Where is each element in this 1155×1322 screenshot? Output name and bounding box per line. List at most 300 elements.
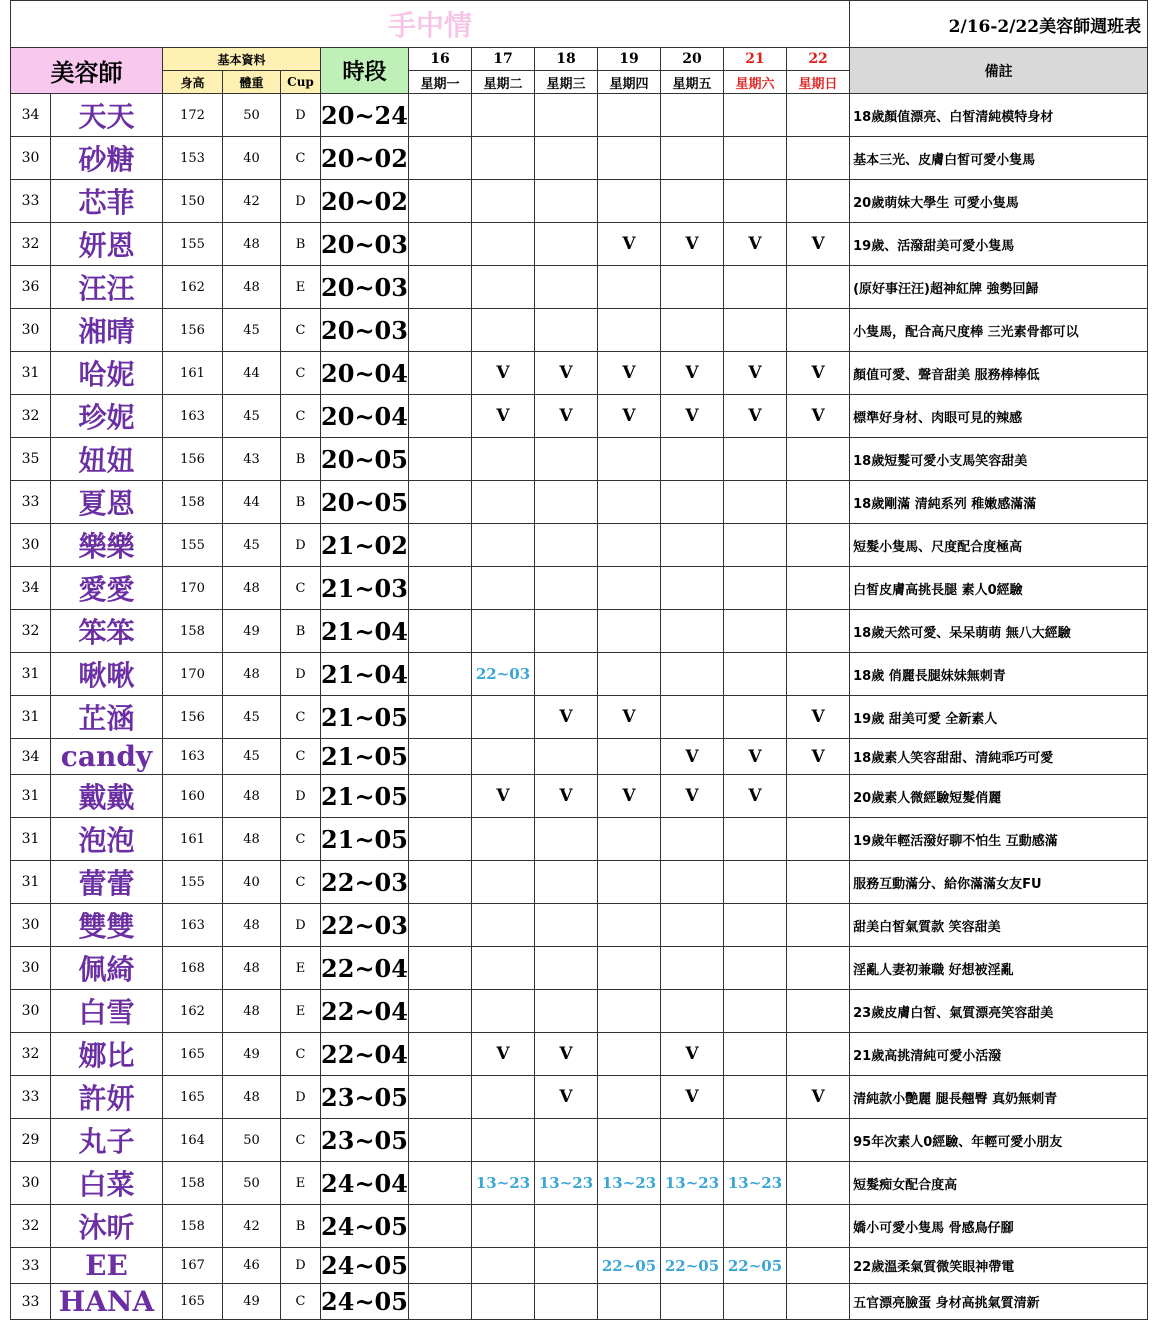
table-row — [11, 1205, 1148, 1248]
schedule-cell — [409, 947, 472, 990]
row-number: 31 — [11, 818, 51, 861]
row-number: 30 — [11, 1162, 51, 1205]
schedule-cell — [787, 861, 850, 904]
schedule-cell — [787, 1119, 850, 1162]
schedule-cell — [535, 1284, 598, 1320]
beautician-name: 芷涵 — [51, 696, 163, 739]
beautician-name: 妞妞 — [51, 438, 163, 481]
table-row — [11, 94, 1148, 137]
week-label: 2/16-2/22美容師週班表 — [850, 1, 1148, 48]
table-row — [11, 266, 1148, 309]
weight-value: 48 — [223, 818, 281, 861]
time-slot: 20~03 — [321, 266, 409, 309]
schedule-cell — [472, 1205, 535, 1248]
schedule-cell — [598, 904, 661, 947]
schedule-cell: V — [787, 395, 850, 438]
table-row — [11, 567, 1148, 610]
schedule-rows — [11, 94, 1148, 1320]
schedule-cell — [472, 947, 535, 990]
schedule-cell — [598, 137, 661, 180]
height-value: 162 — [163, 990, 223, 1033]
cup-value: C — [281, 1284, 321, 1320]
time-slot: 22~03 — [321, 904, 409, 947]
schedule-cell — [661, 818, 724, 861]
schedule-cell — [472, 309, 535, 352]
schedule-cell — [787, 947, 850, 990]
table-row — [11, 1119, 1148, 1162]
row-number: 32 — [11, 610, 51, 653]
schedule-cell — [598, 1033, 661, 1076]
time-slot: 21~05 — [321, 775, 409, 818]
schedule-cell — [724, 696, 787, 739]
schedule-cell — [598, 567, 661, 610]
note-cell: 19歲、活潑甜美可愛小隻馬 — [850, 223, 1148, 266]
schedule-cell — [787, 775, 850, 818]
row-number: 34 — [11, 739, 51, 775]
time-slot: 21~04 — [321, 610, 409, 653]
schedule-cell — [661, 481, 724, 524]
cup-value: C — [281, 309, 321, 352]
weight-value: 40 — [223, 861, 281, 904]
schedule-cell — [724, 1119, 787, 1162]
time-slot: 24~04 — [321, 1162, 409, 1205]
height-value: 158 — [163, 1162, 223, 1205]
schedule-cell — [724, 1284, 787, 1320]
time-slot: 20~05 — [321, 481, 409, 524]
schedule-cell — [661, 180, 724, 223]
schedule-cell — [661, 1119, 724, 1162]
schedule-cell: V — [598, 696, 661, 739]
height-value: 161 — [163, 352, 223, 395]
schedule-cell — [409, 567, 472, 610]
schedule-cell — [661, 947, 724, 990]
schedule-cell: V — [472, 352, 535, 395]
cup-value: D — [281, 180, 321, 223]
beautician-name: 樂樂 — [51, 524, 163, 567]
schedule-cell — [661, 904, 724, 947]
schedule-cell — [598, 524, 661, 567]
table-row — [11, 696, 1148, 739]
height-value: 162 — [163, 266, 223, 309]
table-row — [11, 180, 1148, 223]
beautician-name: 芯菲 — [51, 180, 163, 223]
height-value: 163 — [163, 739, 223, 775]
schedule-cell — [661, 94, 724, 137]
row-number: 29 — [11, 1119, 51, 1162]
schedule-cell — [724, 947, 787, 990]
schedule-cell — [787, 990, 850, 1033]
time-slot: 20~03 — [321, 309, 409, 352]
table-row — [11, 947, 1148, 990]
height-value: 163 — [163, 395, 223, 438]
date-header: 20 — [661, 48, 724, 71]
note-cell: 小隻馬，配合高尺度棒 三光素骨都可以 — [850, 309, 1148, 352]
schedule-cell — [598, 1119, 661, 1162]
schedule-cell — [472, 861, 535, 904]
note-cell: 服務互動滿分、給你滿滿女友FU — [850, 861, 1148, 904]
schedule-cell: 22~05 — [598, 1248, 661, 1284]
weight-value: 40 — [223, 137, 281, 180]
schedule-cell — [535, 653, 598, 696]
schedule-cell — [661, 1284, 724, 1320]
schedule-cell — [535, 818, 598, 861]
time-slot: 20~02 — [321, 137, 409, 180]
schedule-cell — [409, 481, 472, 524]
height-value: 161 — [163, 818, 223, 861]
schedule-cell: 22~05 — [661, 1248, 724, 1284]
beautician-name: 許妍 — [51, 1076, 163, 1119]
cup-value: E — [281, 1162, 321, 1205]
schedule-cell — [598, 266, 661, 309]
weight-value: 50 — [223, 94, 281, 137]
height-value: 165 — [163, 1284, 223, 1320]
schedule-cell: 13~23 — [472, 1162, 535, 1205]
schedule-cell — [787, 1205, 850, 1248]
row-number: 34 — [11, 94, 51, 137]
height-value: 155 — [163, 524, 223, 567]
schedule-cell: V — [598, 395, 661, 438]
schedule-cell: V — [661, 1033, 724, 1076]
weekday-header: 星期二 — [472, 71, 535, 94]
schedule-cell: V — [787, 223, 850, 266]
cup-value: C — [281, 137, 321, 180]
time-slot: 21~04 — [321, 653, 409, 696]
schedule-cell — [787, 1033, 850, 1076]
row-number: 30 — [11, 309, 51, 352]
schedule-cell: V — [724, 395, 787, 438]
page-title: 手中情 — [11, 1, 850, 48]
schedule-cell — [535, 990, 598, 1033]
note-cell: 21歲高挑清純可愛小活潑 — [850, 1033, 1148, 1076]
weight-value: 48 — [223, 904, 281, 947]
row-number: 32 — [11, 223, 51, 266]
beautician-name: 沐昕 — [51, 1205, 163, 1248]
time-slot: 23~05 — [321, 1119, 409, 1162]
time-slot: 20~02 — [321, 180, 409, 223]
table-row — [11, 904, 1148, 947]
schedule-cell — [598, 1284, 661, 1320]
table-row — [11, 309, 1148, 352]
date-header: 16 — [409, 48, 472, 71]
cup-value: D — [281, 904, 321, 947]
time-slot: 24~05 — [321, 1205, 409, 1248]
schedule-cell — [409, 904, 472, 947]
time-slot: 22~04 — [321, 990, 409, 1033]
cup-value: B — [281, 438, 321, 481]
time-slot: 22~03 — [321, 861, 409, 904]
schedule-cell — [598, 1076, 661, 1119]
weight-value: 45 — [223, 309, 281, 352]
schedule-cell: V — [598, 352, 661, 395]
schedule-cell — [787, 904, 850, 947]
height-value: 156 — [163, 438, 223, 481]
cup-value: C — [281, 352, 321, 395]
cup-value: E — [281, 990, 321, 1033]
table-row — [11, 861, 1148, 904]
weekday-header: 星期六 — [724, 71, 787, 94]
schedule-cell: 13~23 — [724, 1162, 787, 1205]
schedule-cell — [535, 223, 598, 266]
cup-value: D — [281, 1248, 321, 1284]
schedule-cell — [409, 309, 472, 352]
time-slot: 20~04 — [321, 352, 409, 395]
schedule-cell — [724, 567, 787, 610]
schedule-cell — [535, 481, 598, 524]
schedule-cell — [598, 947, 661, 990]
schedule-cell — [661, 567, 724, 610]
notes-header: 備註 — [850, 48, 1148, 94]
schedule-cell — [409, 352, 472, 395]
beautician-name: 啾啾 — [51, 653, 163, 696]
table-row — [11, 610, 1148, 653]
cup-value: C — [281, 1033, 321, 1076]
cup-value: D — [281, 1076, 321, 1119]
height-value: 156 — [163, 309, 223, 352]
weight-value: 45 — [223, 739, 281, 775]
schedule-cell — [724, 1205, 787, 1248]
schedule-cell — [409, 653, 472, 696]
cup-header: Cup — [281, 71, 321, 94]
schedule-cell — [724, 1076, 787, 1119]
time-slot: 20~04 — [321, 395, 409, 438]
table-row — [11, 775, 1148, 818]
schedule-cell — [787, 180, 850, 223]
cup-value: B — [281, 1205, 321, 1248]
height-value: 155 — [163, 223, 223, 266]
schedule-cell — [409, 395, 472, 438]
schedule-cell — [535, 137, 598, 180]
time-slot: 22~04 — [321, 947, 409, 990]
beautician-name: 丸子 — [51, 1119, 163, 1162]
cup-value: E — [281, 947, 321, 990]
schedule-cell — [535, 1205, 598, 1248]
weight-header: 體重 — [223, 71, 281, 94]
schedule-cell: V — [535, 352, 598, 395]
schedule-cell — [724, 610, 787, 653]
time-slot: 20~05 — [321, 438, 409, 481]
height-value: 167 — [163, 1248, 223, 1284]
schedule-cell: V — [598, 775, 661, 818]
schedule-cell — [409, 94, 472, 137]
table-row — [11, 1076, 1148, 1119]
table-row — [11, 481, 1148, 524]
time-slot: 20~03 — [321, 223, 409, 266]
height-value: 158 — [163, 610, 223, 653]
schedule-cell — [598, 438, 661, 481]
schedule-cell — [598, 818, 661, 861]
schedule-cell — [409, 1076, 472, 1119]
schedule-cell — [409, 137, 472, 180]
schedule-cell — [598, 653, 661, 696]
schedule-cell: V — [724, 352, 787, 395]
weight-value: 44 — [223, 481, 281, 524]
schedule-cell — [409, 861, 472, 904]
beautician-name: 泡泡 — [51, 818, 163, 861]
note-cell: 23歲皮膚白皙、氣質漂亮笑容甜美 — [850, 990, 1148, 1033]
note-cell: 甜美白皙氣質款 笑容甜美 — [850, 904, 1148, 947]
schedule-cell — [787, 309, 850, 352]
height-value: 165 — [163, 1033, 223, 1076]
beautician-name: 娜比 — [51, 1033, 163, 1076]
schedule-cell: V — [535, 775, 598, 818]
schedule-cell — [724, 481, 787, 524]
row-number: 31 — [11, 775, 51, 818]
height-value: 153 — [163, 137, 223, 180]
cup-value: C — [281, 395, 321, 438]
beautician-name: 汪汪 — [51, 266, 163, 309]
schedule-cell — [787, 438, 850, 481]
schedule-cell — [535, 180, 598, 223]
height-value: 165 — [163, 1076, 223, 1119]
row-number: 33 — [11, 180, 51, 223]
schedule-cell: V — [535, 696, 598, 739]
height-value: 155 — [163, 861, 223, 904]
schedule-cell — [409, 775, 472, 818]
note-cell: 短髮痴女配合度高 — [850, 1162, 1148, 1205]
weight-value: 42 — [223, 180, 281, 223]
beautician-name: 戴戴 — [51, 775, 163, 818]
note-cell: 18歲短髮可愛小支馬笑容甜美 — [850, 438, 1148, 481]
time-slot: 23~05 — [321, 1076, 409, 1119]
schedule-cell — [661, 1205, 724, 1248]
schedule-cell — [661, 861, 724, 904]
weight-value: 48 — [223, 1076, 281, 1119]
schedule-cell — [409, 696, 472, 739]
schedule-cell — [598, 739, 661, 775]
weight-value: 48 — [223, 653, 281, 696]
schedule-cell — [787, 567, 850, 610]
schedule-cell — [787, 653, 850, 696]
schedule-cell — [661, 438, 724, 481]
basic-info-header: 基本資料 — [163, 48, 321, 71]
note-cell: 20歲素人微經驗短髮俏麗 — [850, 775, 1148, 818]
schedule-cell — [787, 1284, 850, 1320]
schedule-cell — [661, 653, 724, 696]
schedule-cell — [724, 1033, 787, 1076]
schedule-cell — [472, 1076, 535, 1119]
row-number: 33 — [11, 1076, 51, 1119]
cup-value: C — [281, 818, 321, 861]
schedule-cell — [472, 481, 535, 524]
schedule-cell: V — [535, 1076, 598, 1119]
note-cell: 18歲顏值漂亮、白皙清純模特身材 — [850, 94, 1148, 137]
height-value: 170 — [163, 567, 223, 610]
row-number: 35 — [11, 438, 51, 481]
schedule-cell: V — [661, 395, 724, 438]
weekday-header: 星期一 — [409, 71, 472, 94]
note-cell: 標準好身材、肉眼可見的辣感 — [850, 395, 1148, 438]
height-value: 164 — [163, 1119, 223, 1162]
schedule-cell — [409, 1033, 472, 1076]
schedule-cell: 13~23 — [598, 1162, 661, 1205]
schedule-cell — [472, 266, 535, 309]
beautician-name: 雙雙 — [51, 904, 163, 947]
table-row — [11, 1033, 1148, 1076]
date-header: 17 — [472, 48, 535, 71]
cup-value: B — [281, 481, 321, 524]
time-header: 時段 — [321, 48, 409, 94]
row-number: 32 — [11, 395, 51, 438]
weekday-header: 星期五 — [661, 71, 724, 94]
schedule-cell: 13~23 — [535, 1162, 598, 1205]
weight-value: 48 — [223, 266, 281, 309]
weekday-header: 星期四 — [598, 71, 661, 94]
schedule-cell: V — [472, 775, 535, 818]
schedule-cell — [661, 524, 724, 567]
schedule-cell — [535, 861, 598, 904]
row-number: 33 — [11, 481, 51, 524]
note-cell: 95年次素人0經驗、年輕可愛小朋友 — [850, 1119, 1148, 1162]
cup-value: C — [281, 567, 321, 610]
beautician-name: 珍妮 — [51, 395, 163, 438]
schedule-cell: V — [724, 223, 787, 266]
schedule-cell — [724, 309, 787, 352]
schedule-cell — [472, 180, 535, 223]
time-slot: 21~05 — [321, 739, 409, 775]
schedule-cell: V — [787, 696, 850, 739]
schedule-cell — [787, 818, 850, 861]
schedule-cell: V — [787, 739, 850, 775]
beautician-name: 白雪 — [51, 990, 163, 1033]
table-row — [11, 352, 1148, 395]
schedule-cell: V — [661, 1076, 724, 1119]
schedule-cell — [787, 137, 850, 180]
schedule-cell: V — [661, 775, 724, 818]
schedule-cell — [661, 309, 724, 352]
schedule-cell — [409, 1284, 472, 1320]
schedule-cell — [535, 94, 598, 137]
height-value: 163 — [163, 904, 223, 947]
schedule-cell — [472, 818, 535, 861]
schedule-cell — [409, 739, 472, 775]
note-cell: 18歲天然可愛、呆呆萌萌 無八大經驗 — [850, 610, 1148, 653]
schedule-cell — [598, 180, 661, 223]
schedule-cell: 22~03 — [472, 653, 535, 696]
table-row — [11, 524, 1148, 567]
schedule-cell — [409, 990, 472, 1033]
schedule-cell — [787, 524, 850, 567]
schedule-cell — [661, 990, 724, 1033]
row-number: 36 — [11, 266, 51, 309]
schedule-cell — [535, 266, 598, 309]
note-cell: 19歲 甜美可愛 全新素人 — [850, 696, 1148, 739]
cup-value: D — [281, 653, 321, 696]
weight-value: 50 — [223, 1162, 281, 1205]
schedule-cell — [661, 610, 724, 653]
weight-value: 48 — [223, 567, 281, 610]
note-cell: 18歲剛滿 清純系列 稚嫩感滿滿 — [850, 481, 1148, 524]
note-cell: 22歲溫柔氣質微笑眼神帶電 — [850, 1248, 1148, 1284]
time-slot: 24~05 — [321, 1284, 409, 1320]
beautician-name: EE — [51, 1248, 163, 1284]
schedule-cell — [724, 904, 787, 947]
table-row — [11, 1248, 1148, 1284]
schedule-cell — [661, 137, 724, 180]
row-number: 34 — [11, 567, 51, 610]
time-slot: 20~24 — [321, 94, 409, 137]
schedule-cell — [409, 438, 472, 481]
note-cell: 顏值可愛、聲音甜美 服務棒棒低 — [850, 352, 1148, 395]
schedule-table — [10, 0, 1148, 1320]
time-slot: 22~04 — [321, 1033, 409, 1076]
weight-value: 48 — [223, 775, 281, 818]
row-number: 30 — [11, 137, 51, 180]
schedule-cell — [661, 696, 724, 739]
schedule-cell — [409, 610, 472, 653]
date-header: 18 — [535, 48, 598, 71]
time-slot: 24~05 — [321, 1248, 409, 1284]
row-number: 30 — [11, 947, 51, 990]
